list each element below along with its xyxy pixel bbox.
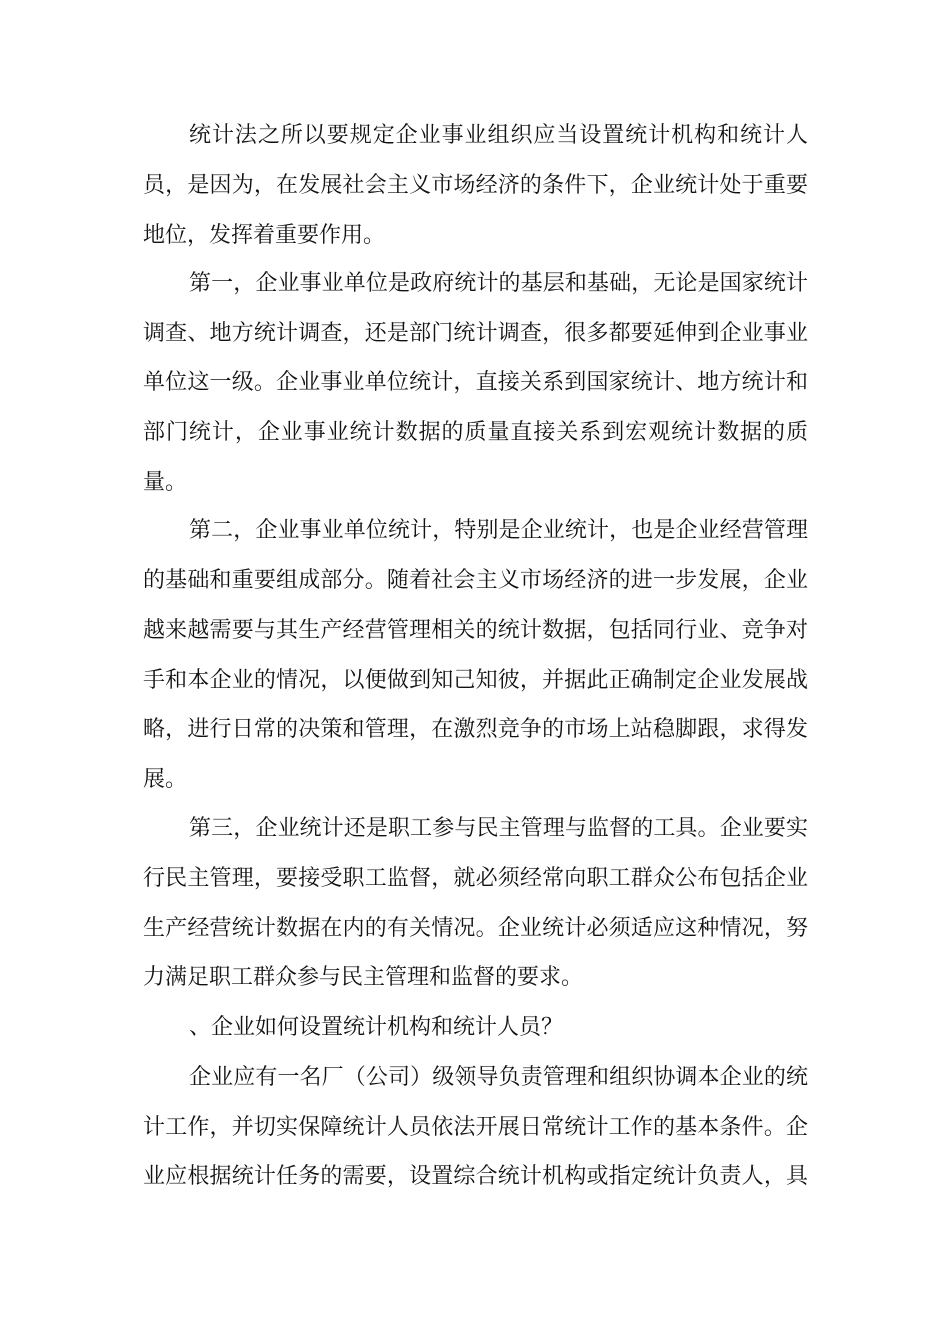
paragraph-3-line-1: 第二，企业事业单位统计，特别是企业统计，也是企业经营管理 <box>189 518 808 543</box>
paragraph-1-line-3: 地位，发挥着重要作用。 <box>143 223 386 248</box>
paragraph-4-line-4: 力满足职工群众参与民主管理和监督的要求。 <box>143 965 584 990</box>
paragraph-6-line-2: 计工作，并切实保障统计人员依法开展日常统计工作的基本条件。企 <box>143 1115 808 1140</box>
paragraph-2-line-2: 调查、地方统计调查，还是部门统计调查，很多都要延伸到企业事业 <box>143 321 808 346</box>
paragraph-2-line-4: 部门统计，企业事业统计数据的质量直接关系到宏观统计数据的质 <box>143 420 808 445</box>
paragraph-3-line-2: 的基础和重要组成部分。随着社会主义市场经济的进一步发展，企业 <box>143 568 808 593</box>
section-heading: 、企业如何设置统计机构和统计人员？ <box>189 1015 564 1040</box>
paragraph-6-line-1: 企业应有一名厂（公司）级领导负责管理和组织协调本企业的统 <box>189 1065 808 1090</box>
paragraph-4-line-2: 行民主管理，要接受职工监督，就必须经常向职工群众公布包括企业 <box>143 866 808 891</box>
paragraph-1-line-1: 统计法之所以要规定企业事业组织应当设置统计机构和统计人 <box>189 123 808 148</box>
paragraph-3-line-6: 展。 <box>143 767 188 792</box>
paragraph-3-line-3: 越来越需要与其生产经营管理相关的统计数据，包括同行业、竞争对 <box>143 618 808 643</box>
paragraph-6-line-3: 业应根据统计任务的需要，设置综合统计机构或指定统计负责人，具 <box>143 1164 808 1189</box>
paragraph-1-line-2: 员，是因为，在发展社会主义市场经济的条件下，企业统计处于重要 <box>143 173 808 198</box>
paragraph-3-line-4: 手和本企业的情况，以便做到知己知彼，并据此正确制定企业发展战 <box>143 668 808 693</box>
paragraph-2-line-1: 第一，企业事业单位是政府统计的基层和基础，无论是国家统计 <box>189 271 808 296</box>
paragraph-4-line-1: 第三，企业统计还是职工参与民主管理与监督的工具。企业要实 <box>189 816 808 841</box>
paragraph-2-line-5: 量。 <box>143 470 188 495</box>
paragraph-2-line-3: 单位这一级。企业事业单位统计，直接关系到国家统计、地方统计和 <box>143 370 808 395</box>
paragraph-3-line-5: 略，进行日常的决策和管理，在激烈竞争的市场上站稳脚跟，求得发 <box>143 717 808 742</box>
paragraph-4-line-3: 生产经营统计数据在内的有关情况。企业统计必须适应这种情况，努 <box>143 916 808 941</box>
